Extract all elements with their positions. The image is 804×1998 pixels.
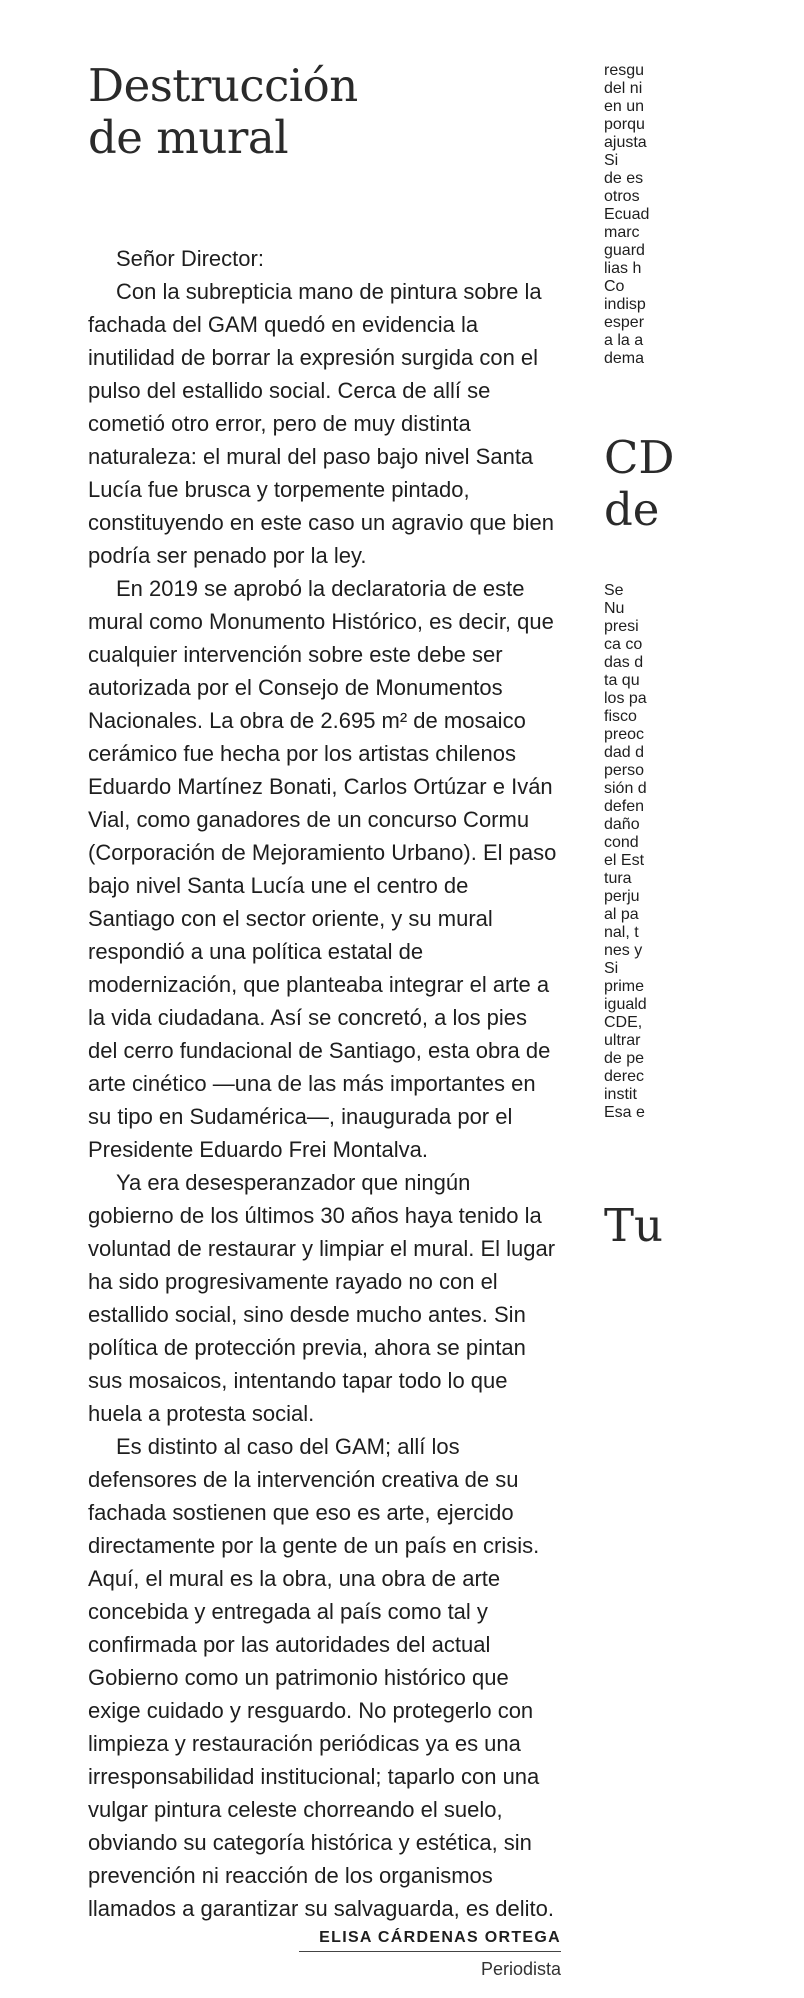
adjacent-column-cropped — [604, 0, 675, 1998]
right-line: perju — [604, 888, 640, 905]
right-line: Nu — [604, 600, 625, 617]
right-line: prime — [604, 978, 645, 995]
right-line: dema — [604, 350, 645, 367]
right-line: en un — [604, 98, 645, 115]
right-line: instit — [604, 1086, 637, 1103]
right-line: ca co — [604, 636, 643, 653]
right-line: preoc — [604, 726, 645, 743]
right-line: nes y — [604, 942, 643, 959]
right-line: al pa — [604, 906, 639, 923]
right-line: resgu — [604, 62, 645, 79]
right-line: CDE, — [604, 1014, 643, 1031]
right-title-line-2: de — [604, 483, 660, 536]
paragraph-4: Es distinto al caso del GAM; allí los defensores de la intervención creativa de su fachada sostienen que eso es arte, ejercido directamente por la gente de un país en crisis. Aquí, el mural es la obra, una obra de arte concebida y entregada al país como tal y confirmada por las autoridades del actual Gobierno como un patrimonio histórico que exige cuidado y resguardo. No protegerlo con limpieza y restauración periódicas ya es una irresponsabilidad institucional; taparlo con una vulgar pintura celeste chorreando el suelo, obviando su categoría histórica y estética, sin prevención ni reacción de los organismos llamados a garantizar su salvaguarda, es delito. — [88, 1434, 554, 1921]
right-line: esper — [604, 314, 645, 331]
signature-role: Periodista — [480, 1959, 561, 1979]
right-line: das d — [604, 654, 644, 671]
letter-destruccion-de-mural — [88, 60, 561, 1982]
right-line: indisp — [604, 296, 646, 313]
right-line: cond — [604, 834, 639, 851]
signature-name: ELISA CÁRDENAS ORTEGA — [299, 1927, 561, 1952]
right-line: guard — [604, 242, 645, 259]
right-line: del ni — [604, 80, 643, 97]
right-line: ta qu — [604, 672, 640, 689]
paragraph-3: Ya era desesperanzador que ningún gobierno de los últimos 30 años haya tenido la voluntad de restaurar y limpiar el mural. El lugar ha sido progresivamente rayado no con el estallido social, sino desde mucho antes. Sin política de protección previa, ahora se pintan sus mosaicos, intentando tapar todo lo que huela a protesta social. — [88, 1170, 556, 1426]
letter-title — [88, 60, 561, 164]
right-salutation: Se — [604, 582, 624, 599]
right-line: de pe — [604, 1050, 645, 1067]
right-line: los pa — [604, 690, 647, 707]
title-line-1: Destrucción — [88, 59, 358, 112]
right-line: marc — [604, 224, 640, 241]
right-line: Si — [604, 152, 619, 169]
right-line: Ecuad — [604, 206, 650, 223]
salutation: Señor Director: — [116, 246, 264, 271]
right-line: presi — [604, 618, 639, 635]
right-line: nal, t — [604, 924, 639, 941]
right-line: el Est — [604, 852, 645, 869]
right-line: sión d — [604, 780, 647, 797]
right-title-line-1: CD — [604, 431, 675, 484]
right-line: derec — [604, 1068, 645, 1085]
right-line: otros — [604, 188, 640, 205]
right-line: Esa e — [604, 1104, 645, 1121]
paragraph-1: Con la subrepticia mano de pintura sobre la fachada del GAM quedó en evidencia la inutilidad de borrar la expresión surgida con el pulso del estallido social. Cerca de allí se cometió otro error, pero de muy distinta naturaleza: el mural del paso bajo nivel Santa Lucía fue brusca y torpemente pintado, constituyendo en este caso un agravio que bien podría ser penado por la ley. — [88, 279, 554, 568]
paragraph-2: En 2019 se aprobó la declaratoria de este mural como Monumento Histórico, es decir, que cualquier intervención sobre este debe ser autorizada por el Consejo de Monumentos Nacionales. La obra de 2.695 m² de mosaico cerámico fue hecha por los artistas chilenos Eduardo Martínez Bonati, Carlos Ortúzar e Iván Vial, como ganadores de un concurso Cormu (Corporación de Mejoramiento Urbano). El paso bajo nivel Santa Lucía une el centro de Santiago con el sector oriente, y su mural respondió a una política estatal de modernización, que planteaba integrar el arte a la vida ciudadana. Así se concretó, a los pies del cerro fundacional de Santiago, esta obra de arte cinético —una de las más importantes en su tipo en Sudamérica—, inaugurada por el Presidente Eduardo Frei Montalva. — [88, 576, 557, 1162]
right-line: defen — [604, 798, 645, 815]
right-line: daño — [604, 816, 640, 833]
right-line: ajusta — [604, 134, 647, 151]
right-line: iguald — [604, 996, 647, 1013]
right-line: de es — [604, 170, 644, 187]
right-line: Co — [604, 278, 625, 295]
right-line: dad d — [604, 744, 645, 761]
right-line: porqu — [604, 116, 645, 133]
right-line: perso — [604, 762, 645, 779]
right-line: Si — [604, 960, 619, 977]
right-bottom-title: Tu — [604, 1199, 663, 1252]
right-line: fisco — [604, 708, 637, 725]
right-line: ultrar — [604, 1032, 641, 1049]
right-line: lias h — [604, 260, 642, 277]
right-line: tura — [604, 870, 632, 887]
right-letter-title — [604, 432, 804, 536]
title-line-2: de mural — [88, 111, 289, 164]
right-line: a la a — [604, 332, 644, 349]
